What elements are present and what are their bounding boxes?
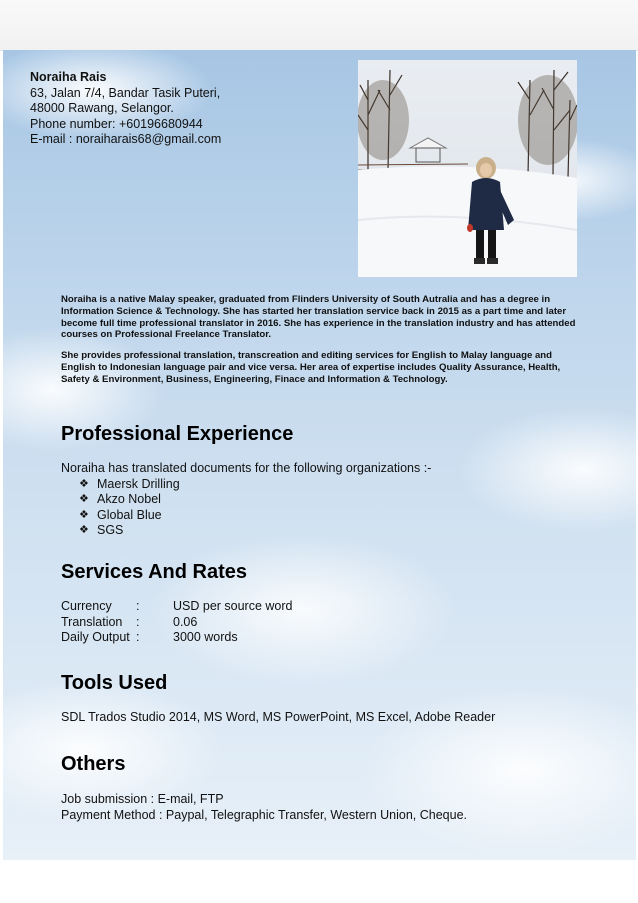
tools-heading: Tools Used [61,672,168,694]
resume-page [3,50,636,860]
diamond-bullet-icon: ❖ [79,493,89,505]
profile-photo [358,60,577,277]
diamond-bullet-icon: ❖ [79,477,89,490]
diamond-bullet-icon: ❖ [79,508,89,521]
experience-section [61,461,581,539]
email-address: E-mail : noraiharais68@gmail.com [30,132,222,146]
diamond-bullet-icon: ❖ [79,524,89,536]
address-line-1: 63, Jalan 7/4, Bandar Tasik Puteri, [30,85,221,100]
others-heading: Others [61,753,126,775]
rates-heading: Services And Rates [61,561,248,583]
experience-heading: Professional Experience [61,423,294,445]
profile-summary [61,294,581,395]
phone-number: Phone number: +60196680944 [30,116,203,131]
organization-list [77,477,581,539]
contact-block [30,70,221,148]
address-line-2: 48000 Rawang, Selangor. [30,101,174,115]
list-item: ❖ Maersk Drilling [79,476,180,491]
payment-method-line: Payment Method : Paypal, Telegraphic Transfer, Western Union, Cheque. [61,807,468,822]
summary-paragraph-2: She provides professional translation, transcreation and editing services for English to Malay language and English to Indonesian language pair and vice versa. Her area of expertise includes Quality Assurance, Health, Safety & Environment, Business, Engineering, Finace and Information & Technology. [61,350,561,385]
rates-row-translation: Translation : 0.06 [61,614,198,629]
list-item: ❖ Global Blue [79,507,162,522]
list-item: ❖ Akzo Nobel [79,492,161,506]
rates-row-currency: Currency : USD per source word [61,599,293,613]
tools-text: SDL Trados Studio 2014, MS Word, MS PowerPoint, MS Excel, Adobe Reader [61,710,496,724]
contact-name: Noraiha Rais [30,70,107,84]
rates-table [61,599,461,646]
others-section [61,792,601,823]
job-submission-line: Job submission : E-mail, FTP [61,792,224,806]
list-item: ❖ SGS [79,523,124,537]
summary-paragraph-1: Noraiha is a native Malay speaker, graduated from Flinders University of South Autralia and has a degree in Information Science & Technology. She has started her translation service back in 2015 as a part time and later become full time professional translator in 2016. She has experience in the translation industry and has attended courses on Professional Freelance Translator. [61,294,576,341]
viewer-top-bar [0,0,638,51]
page-footer-space [0,860,638,903]
experience-intro: Noraiha has translated documents for the following organizations :- [61,461,432,475]
rates-row-daily-output: Daily Output : 3000 words [61,630,238,644]
